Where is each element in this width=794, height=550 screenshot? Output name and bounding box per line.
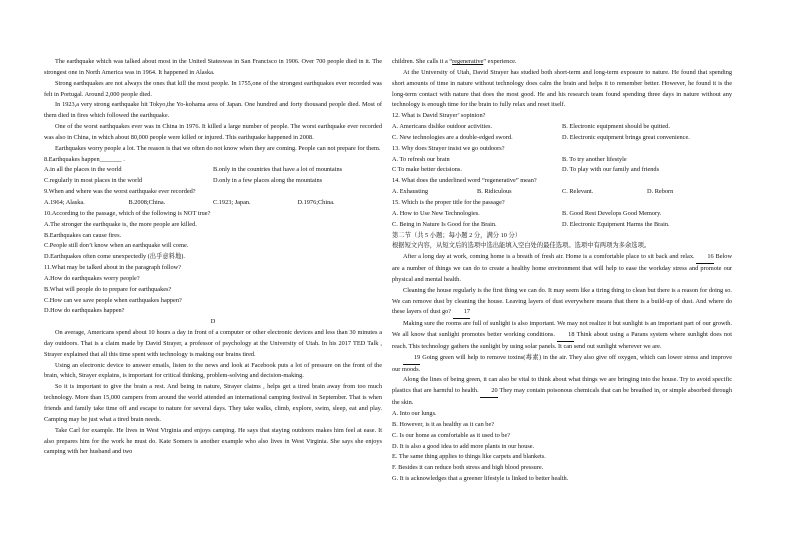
text: Cleaning the house regularly is the first thing we can do. It may seem like a tiring thing to clean but there is a reason for doing so. We can remove dust by cleaning the house. Leaving layers of dust everywhere means that there is a build-up of dust. And where do these layers of dust go? [392,286,732,316]
option-c: C. Relevant. [562,188,594,196]
option-d: D.1976;China. [297,198,335,206]
section-heading-d: D [210,318,216,326]
option-b: B. Good Rest Develops Good Memory. [562,209,662,217]
option-b: B. Ridiculous [477,188,512,196]
options-row [392,209,732,220]
text: They may contain poisonous chemicals that can be breathed in, or simple absorbed through the skin. [392,387,732,407]
option-g: G. It is acknowledges that a greener lifestyle is linked to better health. [392,475,569,483]
options-row [44,198,382,209]
text: children. She calls it a “ [392,58,453,65]
paragraph: At the University of Utah, David Strayer has studied both short-term and long-term exposure to nature. He found that spending short amounts of time in nature without technology does calm the brain and helps it to remember better. However, he found it is the long-term contact with nature that does the most good. He and his research team found spending three days in nature without any technology is enough time for the brain to fully relax and reset itself. [392,68,732,109]
option-c: C. New technologies are a double-edged sword. [392,133,513,141]
paragraph [392,319,732,353]
option-d: D. To play with our family and friends [562,166,660,174]
option-a: A.1964; Alaska. [44,198,85,206]
text: After a long day at work, coming home is a breath of fresh air. Home is a comfortable place to sit back and relax. [403,253,697,261]
question-10: 10.According to the passage, which of the following is NOT true? [44,209,211,217]
option-c: C.1923; Japan. [213,198,251,206]
text: Think about using a Parans system where sunlight does not reach. This technology gathers the sunlight by using solar panels. It can send out sunlight wherever we are. [392,331,732,350]
option-a: A. Exhausting [392,188,429,196]
option-a: A.The stronger the earthquake is, the more people are killed. [44,220,197,228]
option-b: B.2008;China. [128,198,166,206]
paragraph [392,286,732,320]
option-e: E. The same thing applies to things like carpets and blankets. [392,453,546,461]
options-row [392,155,732,166]
options-row [392,187,732,198]
underlined-word: regenerative [452,58,484,65]
option-b: B.Earthquakes can cause fires. [44,231,122,239]
option-c: C. Being in Nature Is Good for the Brain. [392,220,497,228]
options-row [392,133,732,144]
blank-17: 17 [453,307,470,319]
option-c: C To make better decisions. [392,166,462,174]
option-a: A. How to Use New Technologies. [392,209,480,217]
option-b: B.What will people do to prepare for earthquakes? [44,285,172,293]
question-11: 11.What may be talked about in the paragraph follow? [44,264,182,272]
question-15: 15. Which is the proper title for the passage? [392,198,505,206]
blank-16: 16 [696,252,713,264]
paragraph: Using an electronic device to answer emails, listen to the news and look at Facebook puts a lot of pressure on the front of the brain, which, Strayer explains, is important for critical thinking, problem-solving and decision-making. [44,361,382,380]
question-14: 14. What does the underlined word “regenerative” mean? [392,177,537,185]
option-f: F. Besides it can reduce both stress and high blood pressure. [392,464,544,472]
paragraph: Take Carl for example. He lives in West Virginia and enjoys camping. He says that staying outdoors makes him feel at ease. It also prepares him for the work he must do. Kate Somers is another example who also lives in West Virginia. She says she enjoys camping with her husband and two [44,426,382,456]
option-a: A.How do earthquakes worry people? [44,274,140,282]
text: Making sure the rooms are full of sunlight is also important. We may not realize it but sunlight is an important part of our growth. We all know that sunlight promotes better working conditions. [392,320,732,339]
options-row [392,220,732,231]
option-d: D. It is also a good idea to add more plants in our house. [392,442,535,450]
right-column [392,57,732,485]
paragraph: In 1923,a very strong earthquake hit Tokyo,the Yo-kohama area of Japan. One hundred and forty thousand people died. Most of them died in fires which followed the earthquake. [44,101,382,120]
section-2-title: 第二节（共 5 小题；每小题 2 分，满分 10 分） [392,231,522,239]
option-c: C.regularly in most places in the world [44,177,143,185]
option-c: C.How can we save people when earthquakes happen? [44,296,182,304]
option-b: B. To try another lifestyle [562,155,627,163]
paragraph [392,353,732,376]
option-c: C. Is our home as comfortable as it used to be? [392,431,511,439]
option-b: B.only in the countries that have a lot of mountains [213,166,343,174]
question-12: 12. What is David Strayer’ sopinion? [392,112,486,120]
option-d: D.Earthquakes often come unexpectedly (出乎意料地). [44,253,185,261]
option-b: B. However, is it as healthy as it can be? [392,420,495,428]
paragraph: Earthquakes worry people a lot. The reason is that we often do not know when they are coming. People can not prepare for them. [55,144,381,152]
option-d: D. Reborn [647,188,674,196]
text: Below are a number of things we can do to create a healthy home environment that will help to ease the workday stress and promote our physical and mental health. [392,253,733,283]
text: Along the lines of being green, it can also be vital to think about what things we are bringing into the house. Try to avoid specific plastics that are harmful to health. [392,376,732,395]
text: Going green will help to remove toxins(毒素) in the air. They also give off oxygen, which can lower stress and improve our moods. [392,353,732,373]
question-9: 9.When and where was the worst earthquake ever recorded? [44,188,196,196]
paragraph: One of the worst earthquakes ever was in China in 1976. It killed a large number of people. The worst earthquake ever recorded was also in China, in which about 80,000 people were killed or injured. This earthquake happened in 2008. [44,123,382,141]
option-a: A. To refresh our brain [392,155,450,163]
option-d: D. Electronic Equipment Harms the Brain. [562,220,670,228]
option-d: D.only in a few places along the mountains [213,177,323,185]
paragraph [392,375,732,409]
blank-18: 18 [557,330,574,342]
options-row [392,165,732,176]
paragraph [392,252,732,286]
paragraph: The earthquake which was talked about most in the United Stateswas in San Francisco in 1906. Over 700 people died in it. The strongest one in North America was in 1964. It happened in Alaska. [44,58,382,76]
blank-20: 20 [480,386,497,398]
option-a: A. Into our lungs. [392,410,437,417]
options-row [44,176,382,187]
option-c: C.People still don’t know when an earthquake will come. [44,242,189,250]
text: ” experience. [483,58,517,65]
paragraph: On average, Americans spend about 10 hours a day in front of a computer or other electronic devices and less than 30 minutes a day outdoors. That is a claim made by David Strayer, a professor of psychology at the University of Utah. In his 2017 TED Talk , Strayer explained that all this time spent with technology is making our brains tired. [44,329,382,358]
option-a: A. Americans dislike outdoor activities. [392,123,493,131]
option-d: D.How do earthquakes happen? [44,307,125,315]
question-13: 13. Why does Strayer insist we go outdoors? [392,144,505,152]
blank-19: 19 [403,353,420,365]
option-d: D. Electronic equipment brings great convenience. [562,133,690,141]
options-row [44,165,382,176]
option-a: A.in all the places in the world [44,166,122,174]
question-8: 8.Earthquakes happen_______ . [44,155,125,163]
option-b: B. Electronic equipment should be quitted. [562,123,670,131]
paragraph: Strong earthquakes are not always the ones that kill the most people. In 1755,one of the strongest earthquakes ever recorded was felt in Portugal. Around 2,000 people died. [44,79,382,98]
paragraph-continued [392,57,732,68]
paragraph: So it is important to give the brain a rest. And being in nature, Strayer claims , helps get a tired brain away from too much technology. More than 15,000 campers from around the world attended an international camping festival in September. That is when friends and family take time off and escape to nature for several days. They take walks, climb, explore, swim, sleep, eat and play. Camping may be just what a tired brain needs. [44,383,382,423]
options-row [392,122,732,133]
left-column [44,57,382,458]
section-2-instructions: 根据短文内容，从短文后的选项中选出能填入空白处的最佳选项。选项中有两项为多余选项。 [392,242,651,250]
